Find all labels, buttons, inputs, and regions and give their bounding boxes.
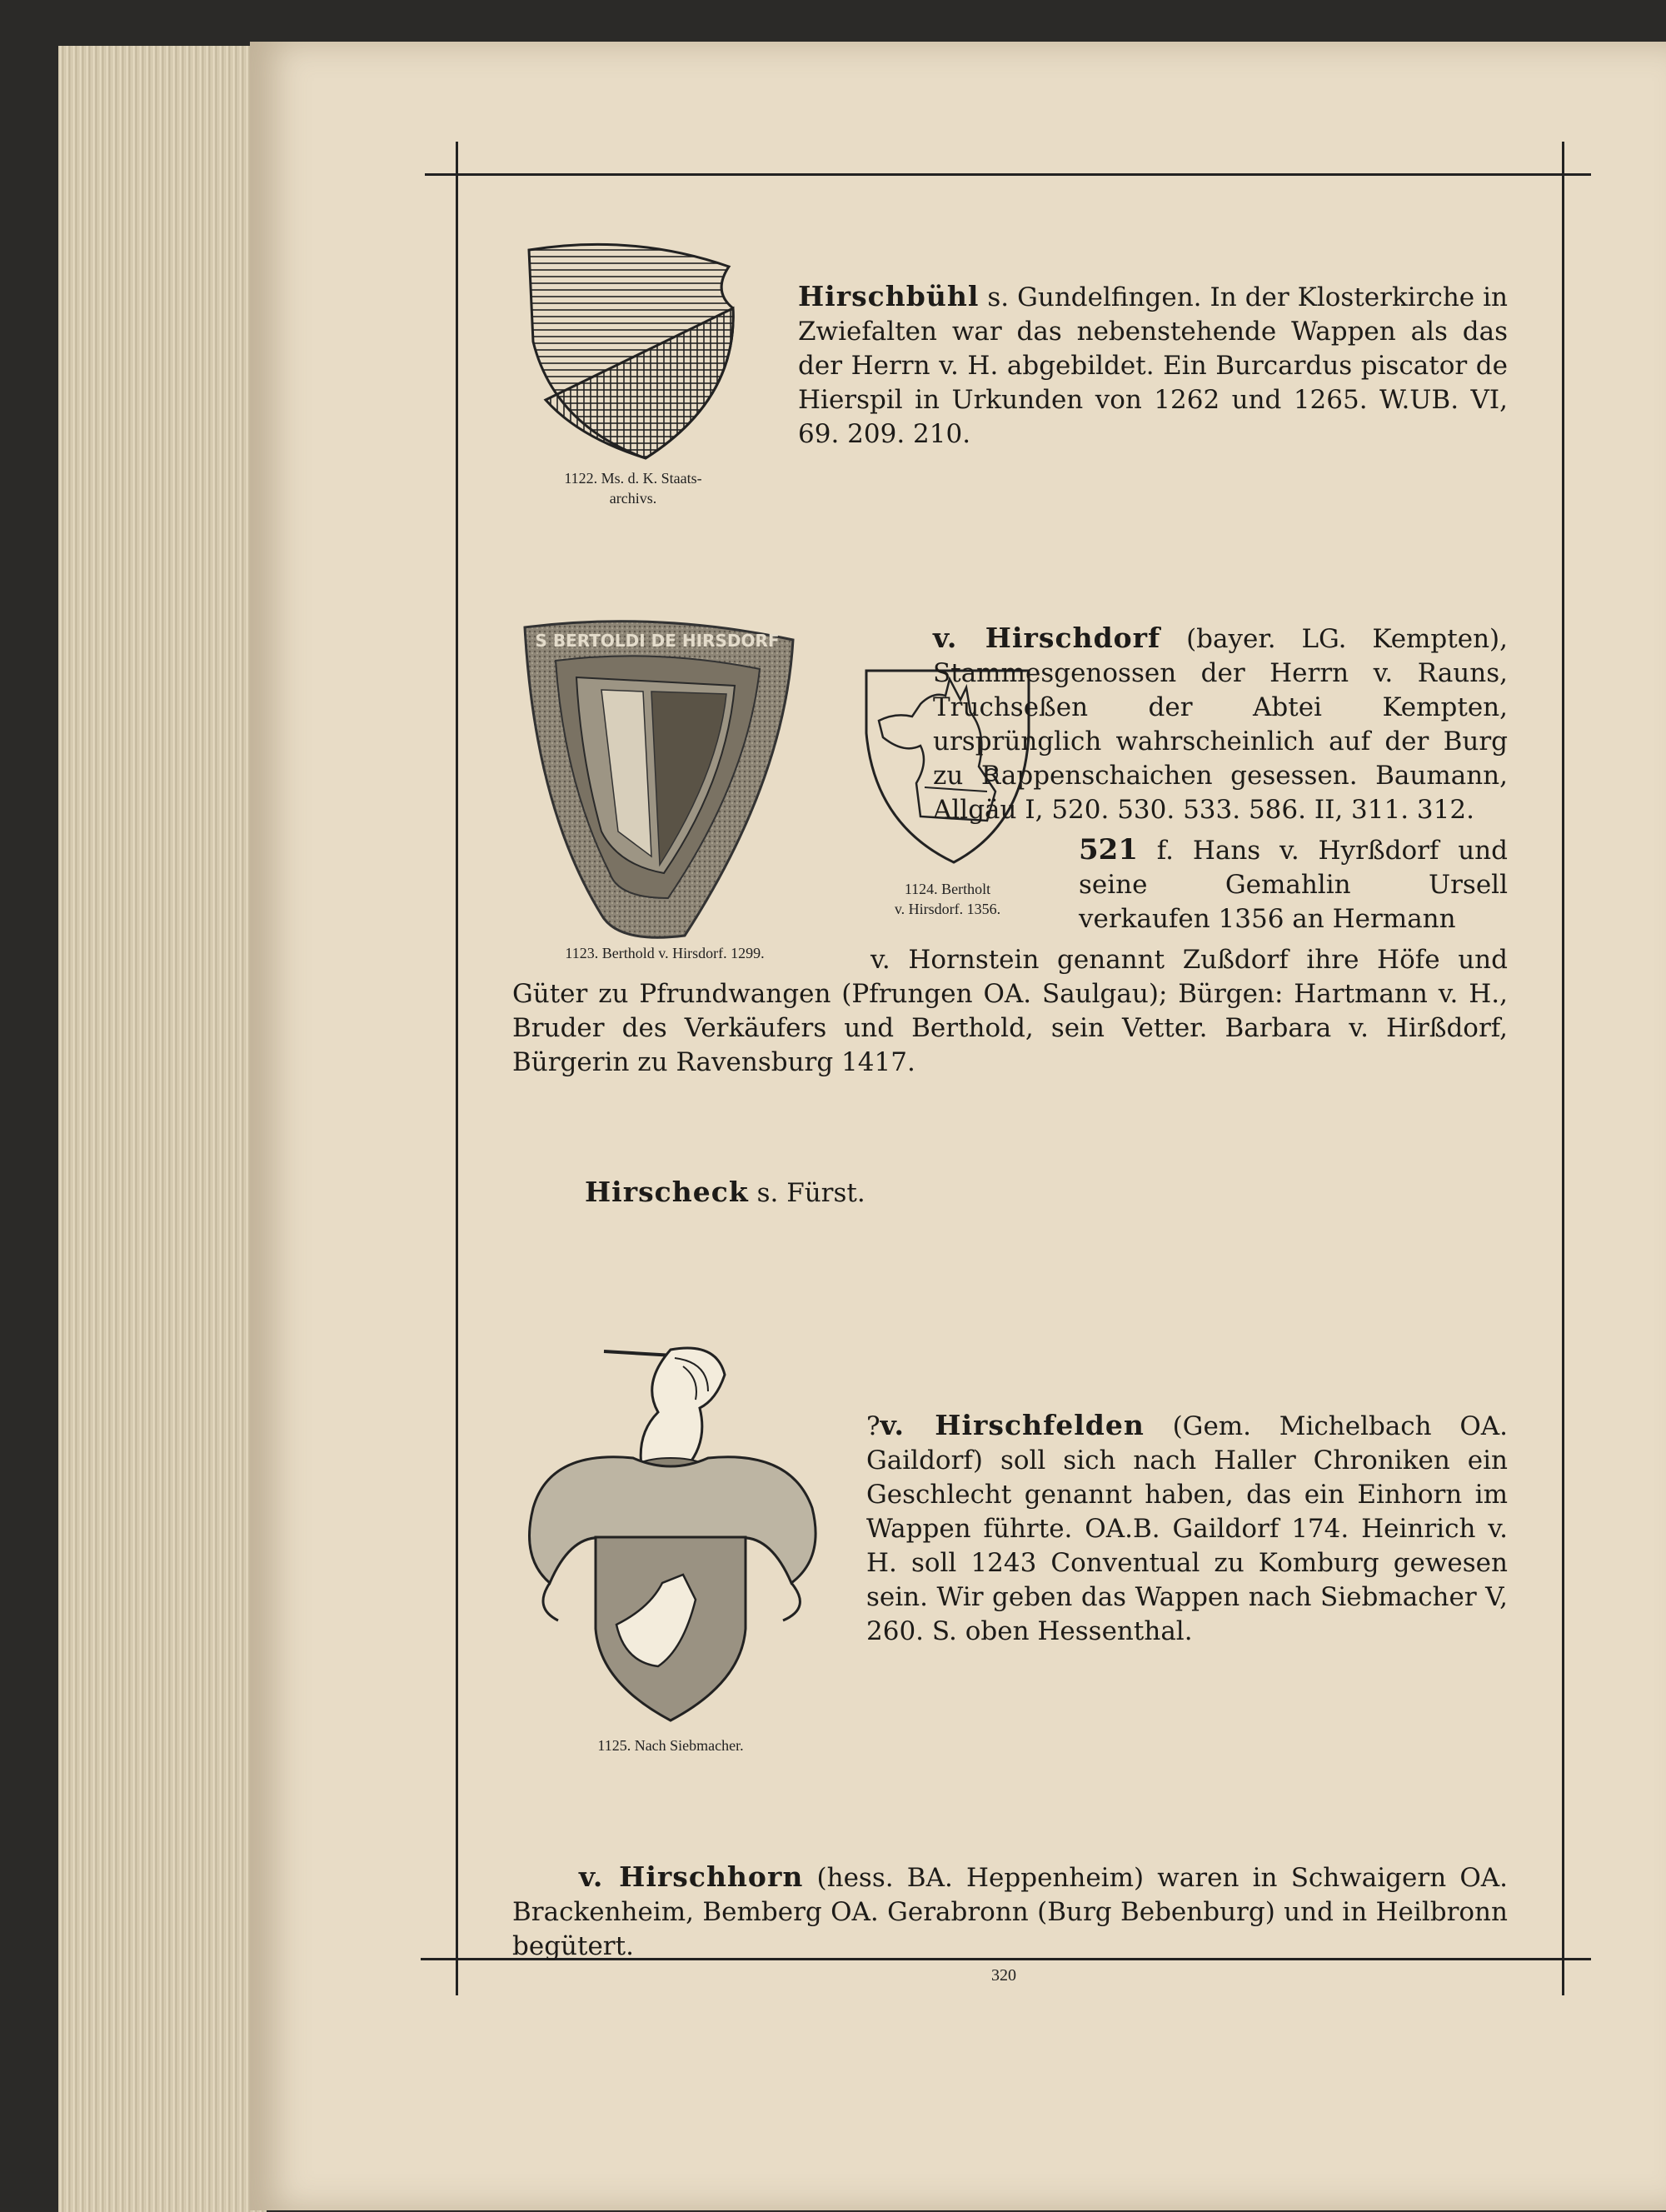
entry-hirschfelden: ?v. Hirschfelden (Gem. Michelbach OA. Gaildorf) soll sich nach Haller Chroniken ein Geschlecht genannt haben, das ein Einhorn im Wappen führte. OA.B. Gaildorf 174. Heinrich v. H. soll 1243 Conventual zu Komburg gewesen sein. Wir geben das Wappen nach Siebmacher V, 260. S. oben Hessenthal.: [866, 1409, 1508, 1646]
entry-hirschdorf-continued: v. Hornstein genannt Zußdorf ihre Höfe und Güter zu Pfrundwangen (Pfrungen OA. Saulgau); Bürgen: Hartmann v. H., Bruder des Verkäufers und Berthold, sein Vetter. Barbara v. Hirßdorf, Bürgerin zu Ravensburg 1417.: [512, 945, 1508, 1077]
figure-caption-1125: 1125. Nach Siebmacher.: [597, 1737, 744, 1754]
figure-caption-1124: 1124. Bertholt v. Hirsdorf. 1356.: [894, 881, 1001, 917]
entry-hirschdorf: v. Hirschdorf (bayer. LG. Kempten), Stammesgenossen der Herrn v. Rauns, Truchseßen der Abtei Kempten, ursprünglich wahrscheinlich auf der Burg zu Rappenschaichen gesessen. Baumann, Allgäu I, 520. 530. 533. 586. II, 311. 312.: [933, 622, 1508, 825]
entry-hirschdorf-col2: 521 f. Hans v. Hyrßdorf und seine Gemahlin Ursell verkaufen 1356 an Hermann: [1079, 833, 1508, 934]
entry-headword: v. Hirschhorn: [579, 1860, 804, 1893]
frame-right-rule: [1562, 142, 1564, 1995]
entry-headword: Hirschbühl: [798, 280, 980, 312]
figure-caption-1123: 1123. Berthold v. Hirsdorf. 1299.: [565, 945, 765, 961]
page-number: 320: [991, 1966, 1016, 1985]
frame-top-rule: [425, 173, 1591, 176]
shield-figure-1122: [521, 233, 746, 467]
figure-caption-1122: 1122. Ms. d. K. Staats- archivs.: [564, 470, 702, 507]
entry-hirschhorn: v. Hirschhorn (hess. BA. Heppenheim) waren in Schwaigern OA. Brackenheim, Bemberg OA. Gerabronn (Burg Bebenburg) und in Heilbronn begütert.: [512, 1860, 1509, 1961]
seal-inscription: S BERTOLDI DE HIRSDORF: [535, 631, 780, 651]
entry-hirscheck: Hirscheck s. Fürst.: [585, 1176, 865, 1208]
seal-figure-1123: [518, 615, 797, 944]
bold-page-number: 521: [1079, 833, 1138, 866]
entry-headword: v. Hirschfelden: [880, 1409, 1145, 1441]
book-page-edges: [58, 46, 267, 2212]
coat-of-arms-figure-1125: [516, 1333, 825, 1733]
entry-headword: v. Hirschdorf: [933, 622, 1161, 654]
entry-hirschbuehl: Hirschbühl s. Gundelfingen. In der Klosterkirche in Zwiefalten war das nebenstehende Wappen als das der Herrn v. H. abgebildet. Ein Burcardus piscator de Hierspil in Urkunden von 1262 und 1265. W.UB. VI, 69. 209. 210.: [798, 280, 1508, 449]
entry-headword: Hirscheck: [585, 1176, 749, 1208]
frame-left-rule: [456, 142, 458, 1995]
